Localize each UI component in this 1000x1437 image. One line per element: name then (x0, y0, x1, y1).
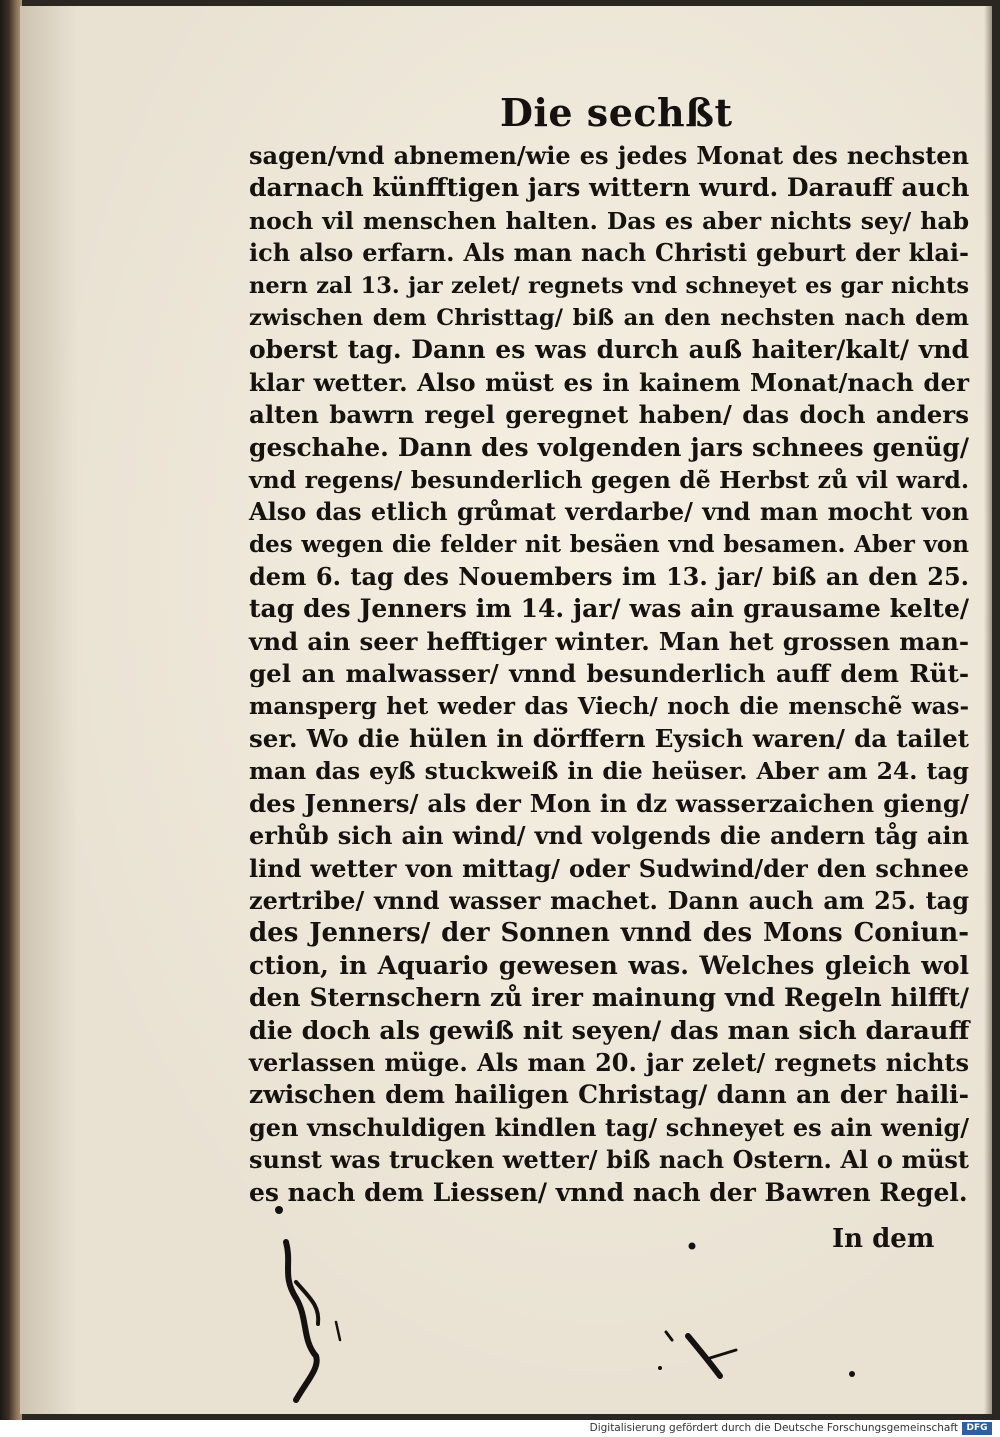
text-line: geschahe. Dann des volgenden jars schnees genüg/ (249, 432, 969, 462)
text-line: verlassen müge. Als man 20. jar zelet/ regnets nichts (249, 1047, 969, 1077)
ink-stroke (688, 1336, 720, 1376)
ink-dot (849, 1371, 855, 1377)
text-line: die doch als gewiß nit seyen/ das man sich darauff (249, 1015, 970, 1046)
ink-stroke (336, 1322, 340, 1340)
dfg-logo-icon: DFG (962, 1422, 992, 1435)
text-line: lind wetter von mittag/ oder Sudwind/der den schnee (249, 853, 969, 883)
ink-dot (658, 1366, 662, 1370)
ink-dot (689, 1243, 696, 1250)
text-line: noch vil menschen halten. Das es aber nichts sey/ hab (249, 206, 969, 235)
text-line: mansperg het weder das Viech/ noch die menschẽ was- (249, 692, 969, 720)
text-line: oberst tag. Dann es was durch auß haiter/kalt/ vnd (249, 335, 969, 365)
text-line: ction, in Aquario gewesen was. Welches gleich wol (249, 950, 969, 980)
ink-stroke (666, 1332, 672, 1340)
ink-stroke (286, 1242, 317, 1400)
text-line: Also das etlich grůmat verdarbe/ vnd man mocht von (249, 497, 969, 527)
running-head: Die sechßt (500, 90, 733, 135)
text-line: alten bawrn regel geregnet haben/ das doch anders (249, 400, 969, 430)
text-line: nern zal 13. jar zelet/ regnets vnd schneyet es gar nichts (249, 272, 969, 299)
text-line: zwischen dem Christtag/ biß an den nechsten nach dem (249, 304, 969, 331)
digitization-credit: Digitalisierung gefördert durch die Deutsche Forschungsgemeinschaft (589, 1422, 958, 1434)
body-text (249, 140, 969, 1209)
text-line: erhůb sich ain wind/ vnd volgends die andern tåg ain (249, 821, 969, 851)
text-line: dem 6. tag des Nouembers im 13. jar/ biß an den 25. (249, 562, 969, 592)
text-line: gel an malwasser/ vnnd besunderlich auff dem Rüt- (249, 659, 969, 689)
text-line: des Jenners/ als der Mon in dz wasserzaichen gieng/ (249, 788, 969, 818)
text-line: ser. Wo die hülen in dörffern Eysich waren/ da tailet (249, 724, 969, 754)
text-line: vnd ain seer hefftiger winter. Man het grossen man- (249, 626, 969, 656)
text-line: klar wetter. Also müst es in kainem Monat/nach der (249, 367, 969, 397)
book-page (20, 6, 992, 1414)
text-line: des wegen die felder nit besäen vnd besamen. Aber von (249, 530, 969, 558)
page-edge-shadow (984, 6, 992, 1414)
text-line: man das eyß stuckweiß in die heüser. Aber am 24. tag (249, 757, 969, 786)
text-line: vnd regens/ besunderlich gegen dẽ Herbst zů vil ward. (249, 465, 969, 494)
ink-stroke (710, 1350, 736, 1358)
text-line: sagen/vnd abnemen/wie es jedes Monat des nechsten (249, 141, 969, 170)
text-line: sunst was trucken wetter/ biß nach Ostern. Al o müst (249, 1145, 969, 1175)
text-line: tag des Jenners im 14. jar/ was ain grausame kelte/ (249, 594, 969, 624)
catchword: In dem (832, 1224, 935, 1254)
footer-bar (0, 1420, 1000, 1437)
text-line: des Jenners/ der Sonnen vnnd des Mons Coniun- (249, 918, 969, 949)
text-line: darnach künfftigen jars wittern wurd. Darauff auch (249, 173, 970, 203)
text-line: zertribe/ vnnd wasser machet. Dann auch am 25. tag (249, 885, 969, 915)
ink-stroke (296, 1282, 318, 1324)
text-line: es nach dem Liessen/ vnnd nach der Bawren Regel. (249, 1177, 968, 1207)
text-line: gen vnschuldigen kindlen tag/ schneyet es ain wenig/ (249, 1112, 969, 1142)
text-line: ich also erfarn. Als man nach Christi geburt der klai- (249, 238, 969, 268)
text-line: zwischen dem hailigen Christag/ dann an der haili- (249, 1080, 969, 1110)
book-spine (0, 0, 22, 1420)
text-line: den Sternschern zů irer mainung vnd Regeln hilfft/ (249, 983, 969, 1013)
